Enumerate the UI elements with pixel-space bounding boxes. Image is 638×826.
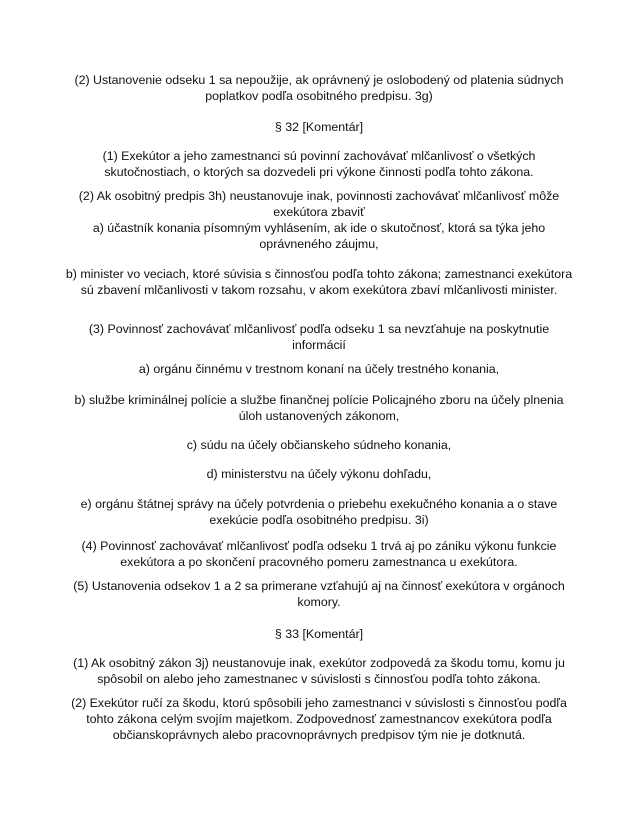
paragraph-32-4: (4) Povinnosť zachovávať mlčanlivosť podľa odseku 1 trvá aj po zániku výkonu funkcie exekútora a po skončení pracovného pomeru zamestnanca u exekútora. bbox=[81, 539, 557, 569]
paragraph-33-2: (2) Exekútor ručí za škodu, ktorú spôsobili jeho zamestnanci v súvislosti s činnosťou podľa tohto zákona celým svojím majetkom. Zodpovednosť zamestnancov exekútora podľa občianskoprávnych alebo pracovnoprávnych predpisov tým nie je dotknutá. bbox=[71, 696, 567, 742]
paragraph-32-5: (5) Ustanovenia odsekov 1 a 2 sa primerane vzťahujú aj na činnosť exekútora v orgánoch komory. bbox=[73, 579, 565, 609]
paragraph-32-3-e: e) orgánu štátnej správy na účely potvrdenia o priebehu exekučného konania a o stave exekúcie podľa osobitného predpisu. 3i) bbox=[80, 497, 558, 527]
section-heading-32: § 32 [Komentár] bbox=[274, 120, 364, 134]
paragraph-32-2: (2) Ak osobitný predpis 3h) neustanovuje inak, povinnosti zachovávať mlčanlivosť môže exekútora zbaviť bbox=[78, 189, 560, 219]
paragraph-32-1: (1) Exekútor a jeho zamestnanci sú povinní zachovávať mlčanlivosť o všetkých skutočnostiach, o ktorých sa dozvedeli pri výkone činnosti podľa tohto zákona. bbox=[102, 149, 536, 179]
section-heading-33: § 33 [Komentár] bbox=[274, 627, 364, 641]
paragraph-32-2-intro: (2) Ustanovenie odseku 1 sa nepoužije, ak oprávnený je oslobodený od platenia súdnych poplatkov podľa osobitného predpisu. 3g) bbox=[74, 73, 564, 103]
paragraph-32-2-b: b) minister vo veciach, ktoré súvisia s činnosťou podľa tohto zákona; zamestnanci exekútora sú zbavení mlčanlivosti v takom rozsahu, v akom exekútora zbaví mlčanlivosti minister. bbox=[65, 267, 573, 297]
paragraph-32-3: (3) Povinnosť zachovávať mlčanlivosť podľa odseku 1 sa nevzťahuje na poskytnutie informácií bbox=[88, 322, 550, 352]
paragraph-32-3-a: a) orgánu činnému v trestnom konaní na účely trestného konania, bbox=[138, 362, 500, 376]
paragraph-32-3-b: b) službe kriminálnej polície a službe finančnej polície Policajného zboru na účely plnenia úloh ustanovených zákonom, bbox=[74, 393, 564, 423]
paragraph-32-3-d: d) ministerstvu na účely výkonu dohľadu, bbox=[206, 467, 432, 481]
paragraph-33-1: (1) Ak osobitný zákon 3j) neustanovuje inak, exekútor zodpovedá za škodu tomu, komu ju spôsobil on alebo jeho zamestnanec v súvislosti s činnosťou podľa tohto zákona. bbox=[73, 656, 565, 686]
paragraph-32-3-c: c) súdu na účely občianskeho súdneho konania, bbox=[186, 438, 452, 452]
paragraph-32-2-a: a) účastník konania písomným vyhlásením, ak ide o skutočnosť, ktorá sa týka jeho oprávneného záujmu, bbox=[92, 221, 546, 251]
